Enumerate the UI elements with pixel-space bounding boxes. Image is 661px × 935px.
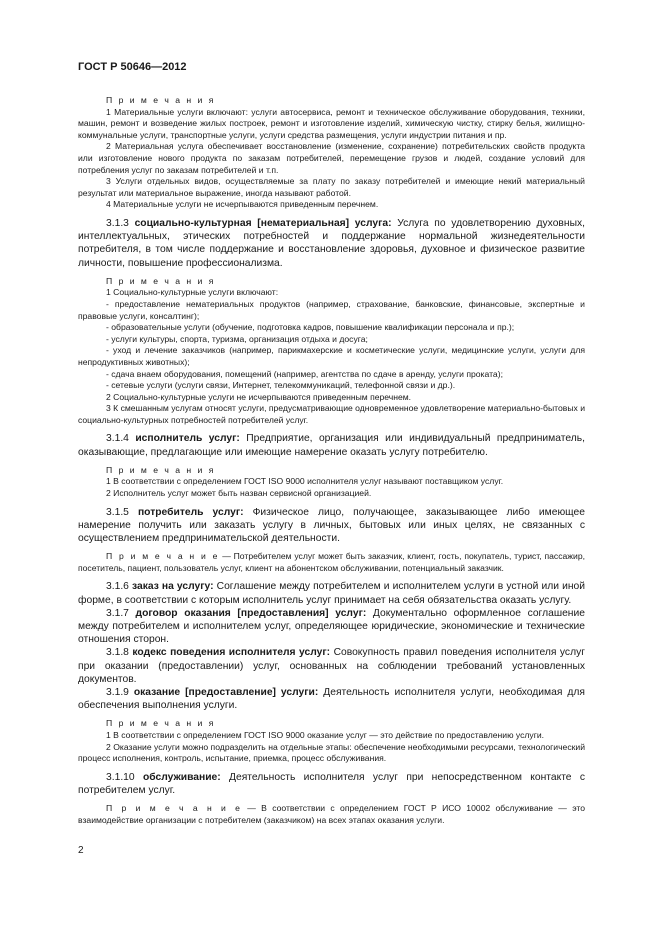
notes-heading: П р и м е ч а н и я: [106, 464, 216, 475]
note-item: 4 Материальные услуги не исчерпываются приведенным перечнем.: [106, 199, 379, 210]
notes-social-cultural-services: [78, 276, 585, 427]
clause-number: 3.1.5: [106, 506, 129, 518]
definition-3-1-3: [78, 217, 585, 270]
definition-text: Физическое лицо, получающее, заказывающее либо имеющее намерение получить или заказать услугу в личных, бытовых или иных целях, не связанных с осуществлением предпринимательской деятельности.: [78, 506, 585, 545]
definition-term: заказ на услугу:: [131, 581, 214, 593]
note-consumer: [78, 551, 585, 574]
note-heading: П р и м е ч а н и е: [106, 803, 242, 814]
note-item: - сдача внаем оборудования, помещений (например, агентства по сдаче в аренду, услуги проката);: [106, 368, 503, 379]
clause-number: 3.1.4: [106, 433, 129, 445]
document-body: [78, 95, 585, 832]
note-item: 1 Материальные услуги включают: услуги автосервиса, ремонт и техническое обслуживание оборудования, техники, машин, ремонт и возведение жилых построек, ремонт и изготовление изделий, химическую чистку, стирку белья, жилищно-коммунальные услуги, транспортные услуги, услуги средства размещения, услуги индустрии питания и пр.: [78, 106, 585, 140]
notes-service-delivery: [78, 718, 585, 764]
definition-3-1-4: [78, 432, 585, 458]
definition-text: Предприятие, организация или индивидуальный предприниматель, оказывающие, предлагающие или имеющие намерение оказать услугу потребителю.: [78, 433, 585, 458]
notes-heading: П р и м е ч а н и я: [106, 275, 216, 286]
clause-number: 3.1.6: [106, 581, 129, 593]
document-header: ГОСТ Р 50646—2012: [78, 61, 187, 73]
definition-term: обслуживание:: [142, 771, 221, 783]
clause-number: 3.1.3: [106, 217, 129, 229]
clause-number: 3.1.8: [106, 647, 129, 659]
definition-text: Услуга по удовлетворению духовных, интеллектуальных, этических потребностей и поддержание нормальной жизнедеятельности потребителя, в том числе поддержание и восстановление здоровья, духовное и физическое развитие личности, повышение профессионализма.: [78, 217, 585, 269]
note-item: 1 В соответствии с определением ГОСТ ISO 9000 оказание услуг — это действие по предоставлению услуги.: [106, 730, 545, 741]
note-item: 3 Услуги отдельных видов, осуществляемые за плату по заказу потребителей и имеющие некий материальный результат или материальное выражение, иногда называют работой.: [78, 176, 585, 198]
definition-term: оказание [предоставление] услуги:: [133, 687, 319, 699]
page-number: 2: [78, 845, 84, 856]
clause-number: 3.1.10: [106, 771, 135, 783]
definition-term: кодекс поведения исполнителя услуг:: [132, 647, 331, 659]
definition-term: социально-культурная [нематериальная] услуга:: [134, 217, 392, 229]
note-item: 3 К смешанным услугам относят услуги, предусматривающие одновременное удовлетворение материально-бытовых и социально-культурных потребностей потребителей услуг.: [78, 403, 585, 425]
definition-3-1-7: [78, 607, 585, 647]
clause-number: 3.1.9: [106, 687, 129, 699]
note-text: — В соответствии с определением ГОСТ Р ИСО 10002 обслуживание — это взаимодействие организации с потребителем (заказчиком) на всех этапах оказания услуги.: [78, 803, 586, 825]
definition-term: исполнитель услуг:: [135, 433, 240, 445]
notes-service-provider: [78, 465, 585, 500]
definition-3-1-8: [78, 646, 585, 686]
notes-heading: П р и м е ч а н и я: [106, 718, 216, 729]
definitions-3-1-6-to-3-1-9: [78, 580, 585, 712]
note-item: 2 Оказание услуги можно подразделить на отдельные этапы: обеспечение необходимыми ресурсами, технологический процесс исполнения, контроль, испытание, приемка, процесс обслуживания.: [78, 741, 585, 764]
note-heading: П р и м е ч а н и е: [106, 551, 220, 562]
definition-term: договор оказания [предоставления] услуг:: [135, 607, 367, 619]
note-item: 1 В соответствии с определением ГОСТ ISO 9000 исполнителя услуг называют поставщиком услуг.: [106, 476, 504, 487]
notes-material-services: [78, 95, 585, 211]
note-item: - предоставление нематериальных продуктов (например, страхование, банковские, финансовые, экспертные и правовые услуги, консалтинг);: [78, 298, 585, 321]
definition-text: Совокупность правил поведения исполнителя услуг при оказании (предоставлении) услуг, основанных на соблюдении требований установленных документов.: [78, 647, 585, 685]
note-text: — Потребителем услуг может быть заказчик, клиент, гость, покупатель, турист, пассажир, посетитель, пациент, пользователь услуг, клиент на абонентском обслуживании, потенциальный заказчик.: [78, 551, 585, 573]
note-item: 1 Социально-культурные услуги включают:: [106, 287, 279, 298]
definition-text: Деятельность исполнителя услуги, необходимая для обеспечения выполнения услуги.: [78, 687, 585, 712]
note-item: - услуги культуры, спорта, туризма, организация отдыха и досуга;: [106, 333, 368, 344]
note-item: 2 Социально-культурные услуги не исчерпываются приведенным перечнем.: [106, 391, 412, 402]
definition-3-1-5: [78, 506, 585, 546]
note-item: - образовательные услуги (обучение, подготовка кадров, повышение квалификации персонала и пр.);: [106, 322, 515, 333]
definition-term: потребитель услуг:: [137, 506, 244, 518]
note-customer-service: [78, 803, 585, 826]
note-item: - сетевые услуги (услуги связи, Интернет, телекоммуникаций, телефонной связи и др.).: [106, 380, 456, 391]
definition-3-1-6: [78, 580, 585, 606]
note-item: - уход и лечение заказчиков (например, парикмахерские и косметические услуги, медицинские услуги, услуги для непродуктивных животных);: [78, 345, 585, 367]
note-item: 2 Исполнитель услуг может быть назван сервисной организацией.: [106, 488, 372, 499]
definition-3-1-10: [78, 771, 585, 797]
note-item: 2 Материальная услуга обеспечивает восстановление (изменение, сохранение) потребительских свойств продукта или изготовление нового продукта по заказам потребителей, перемещение грузов и людей, создание условий для потребления услуг по заказам потребителей и т.п.: [78, 141, 585, 175]
clause-number: 3.1.7: [106, 607, 129, 619]
definition-text: Соглашение между потребителем и исполнителем услуги в устной или иной форме, в соответствии с которым исполнитель услуг принимает на себя обязательства оказать услугу.: [78, 581, 585, 606]
notes-heading: П р и м е ч а н и я: [106, 95, 216, 105]
definition-3-1-9: [78, 686, 585, 712]
definition-text: Деятельность исполнителя услуг при непосредственном контакте с потребителем услуг.: [78, 771, 585, 797]
definition-text: Документально оформленное соглашение между потребителем и исполнителем услуг, определяющее юридические, экономические и технические отношения сторон.: [78, 607, 585, 646]
